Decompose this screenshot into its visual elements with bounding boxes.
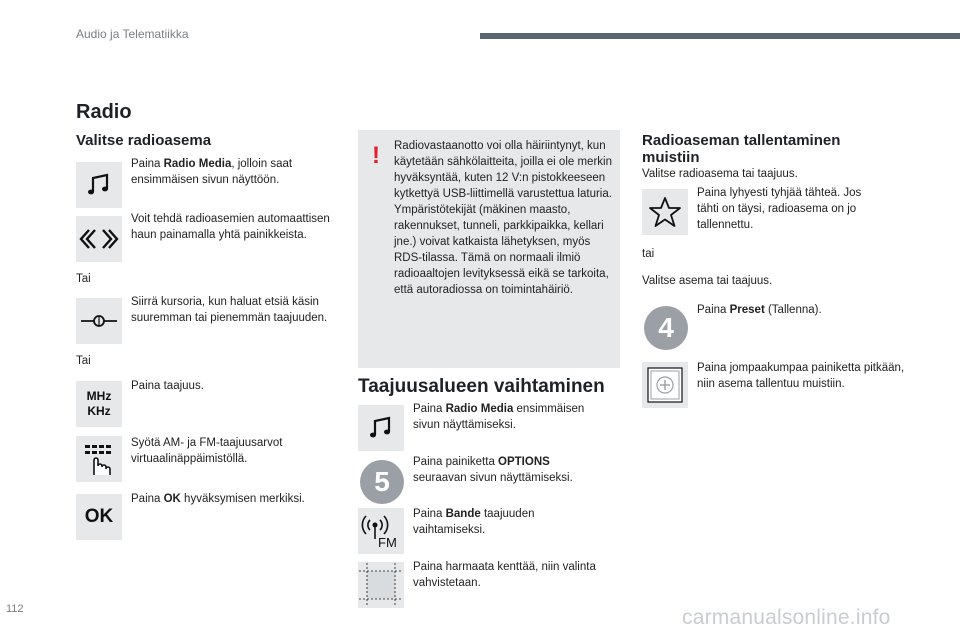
running-header: Audio ja Telematiikka [76,27,189,41]
or-label: Tai [76,273,91,285]
music-note-icon [76,162,122,208]
instruction-text: Paina Preset (Tallenna). [697,304,822,316]
mhz-khz-icon [76,381,122,427]
khz-label: KHz [87,404,111,418]
music-note-icon [358,405,404,451]
watermark: carmanualsonline.info [682,606,891,629]
grey-field-icon [358,562,404,608]
star-outline-icon [642,189,688,235]
step-4-icon: 4 [644,306,688,350]
instruction-text: Paina harmaata kenttää, niin valinta vahvistetaan. [413,561,596,589]
mhz-label: MHz [86,389,112,403]
instruction-text: Paina OK hyväksymisen merkiksi. [131,493,305,505]
instruction-text: Paina Bande taajuuden vaihtamiseksi. [413,508,535,536]
page-number: 112 [6,603,24,615]
warning-text: Radiovastaanotto voi olla häiriintynyt, kun käytetään sähkölaitteita, joilla ei ole merkin hyväksyntää, kuten 12 V:n pistokkeeseen kytkettyä USB-liittimellä varustettua laturia. Ympäristötekijät (mäkinen maasto, rakennukset, tunneli, parkkipaikka, kellari jne.) voivat katkaista lähetyksen, myös RDS-tilassa. Tämä on normaali ilmiö radioaaltojen levityksessä eikä se tarkoita, että autoradiossa on toimintahäiriö. [394,140,612,296]
instruction-text: Voit tehdä radioasemien automaattisen haun painamalla yhtä painikkeista. [131,213,330,241]
instruction-text: Valitse radioasema tai taajuus. [642,168,798,180]
seek-arrows-icon [76,216,122,262]
instruction-text: Siirrä kursoria, kun haluat etsiä käsin suuremman tai pienemmän taajuuden. [131,296,328,324]
fm-band-icon [358,508,404,554]
step-5-icon: 5 [360,460,404,504]
instruction-text: Paina lyhyesti tyhjää tähteä. Jos tähti on täysi, radioasema on jo tallennettu. [697,187,862,231]
fm-label: FM [378,535,397,550]
page-title: Radio [76,101,132,123]
instruction-text: Paina taajuus. [131,380,204,392]
section-heading-save-station: Radioaseman tallentaminen muistiin [642,132,841,166]
or-label: Tai [76,355,91,367]
instruction-text: Valitse asema tai taajuus. [642,275,773,287]
section-heading-select-station: Valitse radioasema [76,132,212,149]
instruction-text: Syötä AM- ja FM-taajuusarvot virtuaalinäppäimistöllä. [131,437,283,465]
keypad-icon [76,436,122,482]
warning-icon: ! [372,142,380,169]
instruction-text: Paina painiketta OPTIONS seuraavan sivun näyttämiseksi. [413,456,573,484]
ok-icon [76,494,122,540]
add-preset-icon [642,362,688,408]
header-bar [480,33,960,39]
instruction-text: Paina Radio Media, jolloin saat ensimmäisen sivun näyttöön. [131,158,293,186]
instruction-text: Paina Radio Media ensimmäisen sivun näyttämiseksi. [413,403,585,431]
ok-label: OK [84,506,114,527]
or-label: tai [642,248,655,260]
tuning-slider-icon [76,298,122,344]
section-heading-change-band: Taajuusalueen vaihtaminen [358,376,605,397]
instruction-text: Paina jompaakumpaa painiketta pitkään, niin asema tallentuu muistiin. [697,362,905,390]
